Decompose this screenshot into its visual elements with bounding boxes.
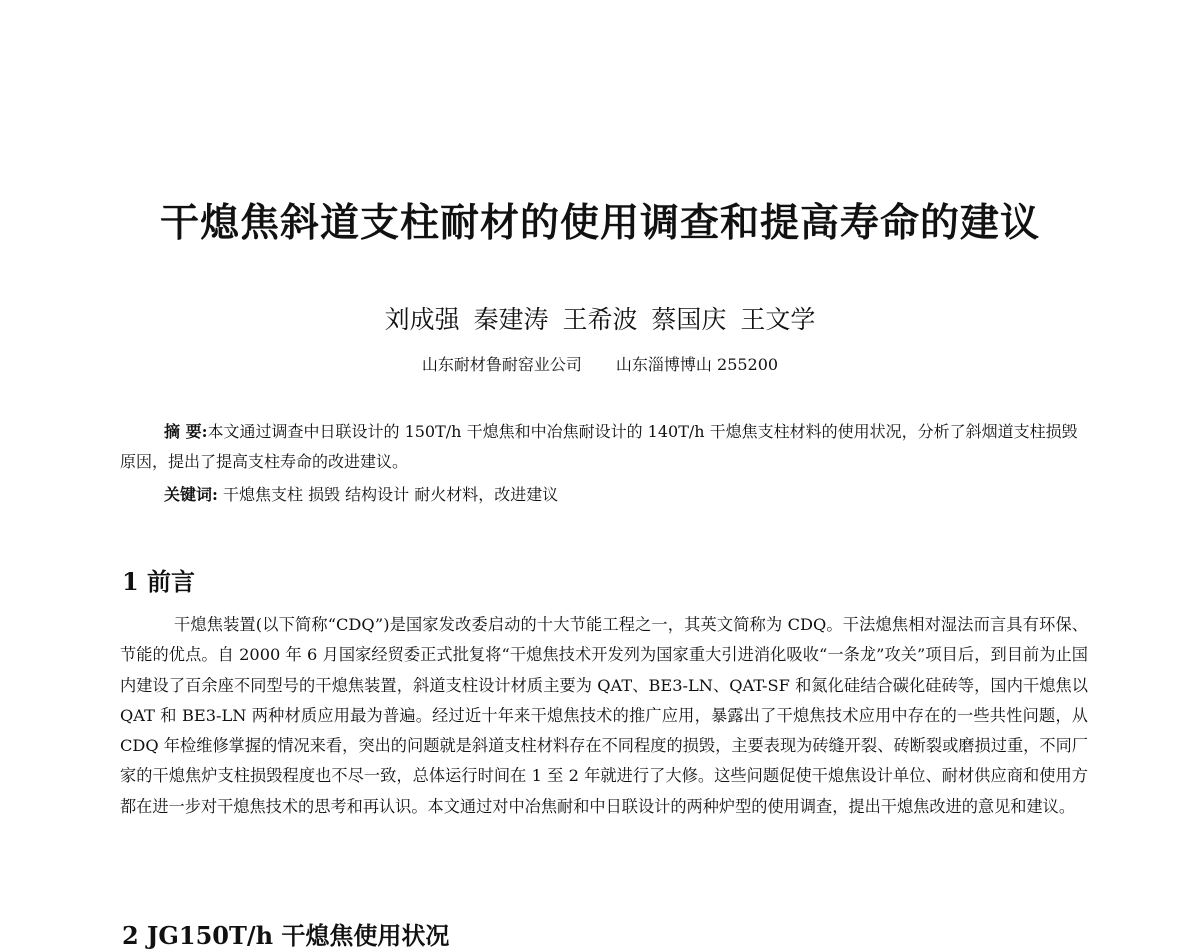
affiliation-org: 山东耐材鲁耐窑业公司 — [421, 355, 582, 374]
abstract-text: 本文通过调查中日联设计的 150T/h 干熄焦和中冶焦耐设计的 140T/h 干熄焦支柱材料的使用状况，分析了斜烟道支柱损毁原因，提出了提高支柱寿命的改进建议。 — [120, 422, 1078, 471]
section-body-intro: 干熄焦装置(以下简称“CDQ”)是国家发改委启动的十大节能工程之一，其英文简称为 CDQ。干法熄焦相对湿法而言具有环保、节能的优点。自 2000 年 6 月国家经贸委正式批复将“干熄焦技术开发列为国家重大引进消化吸收“一条龙”攻关”项目后，到目前为止国内建设了百余座不同型号的干熄焦装置，斜道支柱设计材质主要为 QAT、BE3-LN、QAT-SF 和氮化硅结合碳化硅砖等，国内干熄焦以 QAT 和 BE3-LN 两种材质应用最为普遍。经过近十年来干熄焦技术的推广应用，暴露出了干熄焦技术应用中存在的一些共性问题，从 CDQ 年检维修掌握的情况来看，突出的问题就是斜道支柱材料存在不同程度的损毁，主要表现为砖缝开裂、砖断裂或磨损过重，不同厂家的干熄焦炉支柱损毁程度也不尽一致，总体运行时间在 1 至 2 年就进行了大修。这些问题促使干熄焦设计单位、耐材供应商和使用方都在进一步对干熄焦技术的思考和再认识。本文通过对中冶焦耐和中日联设计的两种炉型的使用调查，提出干熄焦改进的意见和建议。 — [120, 615, 1088, 816]
affiliation — [0, 352, 1200, 375]
section-heading-intro: 1 前言 — [122, 567, 196, 596]
paper-title: 干熄焦斜道支柱耐材的使用调查和提高寿命的建议 — [159, 201, 1040, 246]
keywords-label: 关键词: — [164, 485, 218, 504]
author-list: 刘成强 秦建涛 王希波 蔡国庆 王文学 — [384, 305, 816, 334]
keywords-text: 干熄焦支柱 损毁 结构设计 耐火材料，改进建议 — [217, 485, 559, 504]
abstract-label: 摘 要: — [164, 422, 208, 441]
affiliation-address: 山东淄博博山 255200 — [615, 355, 779, 374]
keywords — [164, 484, 1084, 506]
section-heading-jg150: 2 JG150T/h 干熄焦使用状况 — [122, 921, 450, 950]
abstract — [120, 417, 1086, 477]
